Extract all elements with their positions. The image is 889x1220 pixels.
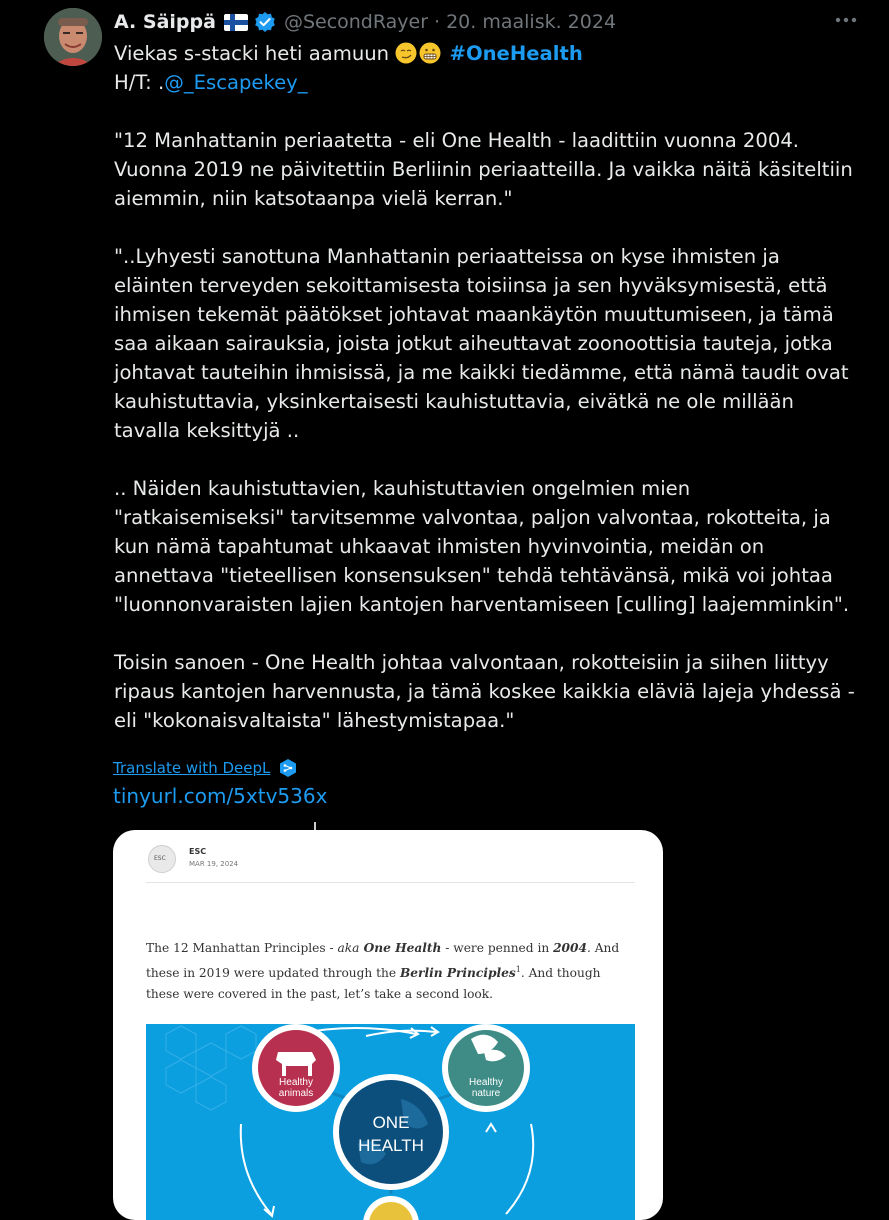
deepl-icon[interactable] [278, 758, 298, 778]
translate-with-deepl-link[interactable] [113, 758, 298, 778]
author-handle[interactable]: @SecondRayer [283, 11, 429, 33]
card-divider [146, 882, 635, 883]
tweet-intro: Viekas s-stacki heti aamuun [114, 42, 396, 65]
card-author: ESC [189, 847, 207, 856]
tweet-date[interactable]: 20. maalisk. 2024 [446, 11, 617, 33]
center-label-line-1: ONE [372, 1113, 410, 1132]
translate-label[interactable]: Translate with DeepL [113, 759, 271, 777]
center-label-line-2: HEALTH [358, 1136, 424, 1155]
mention-link[interactable]: @_Escapekey_ [164, 71, 308, 94]
card-excerpt: The 12 Manhattan Principles - aka One Health - were penned in 2004. And these in 2019 were updated through the Berlin Principles$^1$. And though these were covered in the past, let’s take a second look. [146, 941, 620, 1002]
tweet-header [114, 9, 849, 35]
healthy-nature-line-1: Healthy [469, 1077, 503, 1088]
healthy-animals-line-1: Healthy [279, 1077, 313, 1088]
finland-flag-icon [224, 14, 248, 31]
tweet-paragraph-2: "..Lyhyesti sanottuna Manhattanin periaatteissa on kyse ihmisten ja eläinten terveyden sekoittamisesta toisiinsa ja sen hyväksymisestä, että ihmisen tekemät päätökset johtavat maankäytön muuttumiseen, ja tämä saa aikaan sairauksia, joista jotkut aiheuttavat zoonoottisia tauteja, jotka johtavat tauteihin ihmisissä, ja me kaikki tiedämme, että nämä taudit ovat kauhistuttavia, yksinkertaisesti kauhistuttavia, eivätkä ne ole millään tavalla keksittyjä .. [114, 245, 849, 442]
author-name[interactable]: A. Säippä [114, 11, 216, 33]
healthy-nature-line-2: nature [471, 1088, 501, 1099]
hashtag-onehealth[interactable]: #OneHealth [449, 42, 583, 65]
tweet-paragraph-3: .. Näiden kauhistuttavien, kauhistuttavien ongelmien mien "ratkaisemiseksi" tarvitsemme valvontaa, paljon valvontaa, rokotteita, ja kun nämä tapahtumat uhkaavat ihmisten hyvinvointia, meidän on annettava "tieteellisen konsensuksen" tehdä tehtävänsä, mikä voi johtaa "luonnonvaraisten lajien kantojen harventamiseen [culling] laajemminkin". [114, 477, 850, 616]
link-preview-card[interactable] [113, 830, 663, 1220]
card-avatar [148, 845, 176, 873]
author-avatar[interactable] [44, 8, 102, 66]
external-link[interactable]: tinyurl.com/5xtv536x [113, 784, 328, 808]
tweet-ht-line [114, 68, 859, 97]
verified-badge-icon[interactable] [254, 11, 276, 33]
tweet-paragraph-4: Toisin sanoen - One Health johtaa valvontaan, rokotteisiin ja siihen liittyy ripaus kantojen harvennusta, ja tämä koskee kaikkia eläviä lajeja yhdessä - eli "kokonaisvaltaista" lähestymistapaa." [114, 651, 855, 732]
tweet-line-1 [114, 39, 859, 68]
grimacing-face-icon [419, 42, 441, 64]
tweet-paragraph-1: "12 Manhattanin periaatetta - eli One Health - laadittiin vuonna 2004. Vuonna 2019 ne päivitettiin Berliinin periaatteilla. Ja vaikka näitä käsiteltiin aiemmin, niin katsotaanpa vielä kerran." [114, 129, 853, 210]
card-date: MAR 19, 2024 [189, 860, 239, 868]
separator-dot: · [434, 11, 441, 33]
one-health-infographic [146, 1024, 635, 1220]
smirking-face-icon [395, 42, 417, 64]
more-options-icon[interactable] [833, 10, 859, 30]
ht-prefix: H/T: . [114, 71, 165, 94]
tweet-text [114, 39, 859, 735]
healthy-animals-line-2: animals [278, 1088, 314, 1099]
card-avatar-text: ESC [154, 855, 166, 862]
